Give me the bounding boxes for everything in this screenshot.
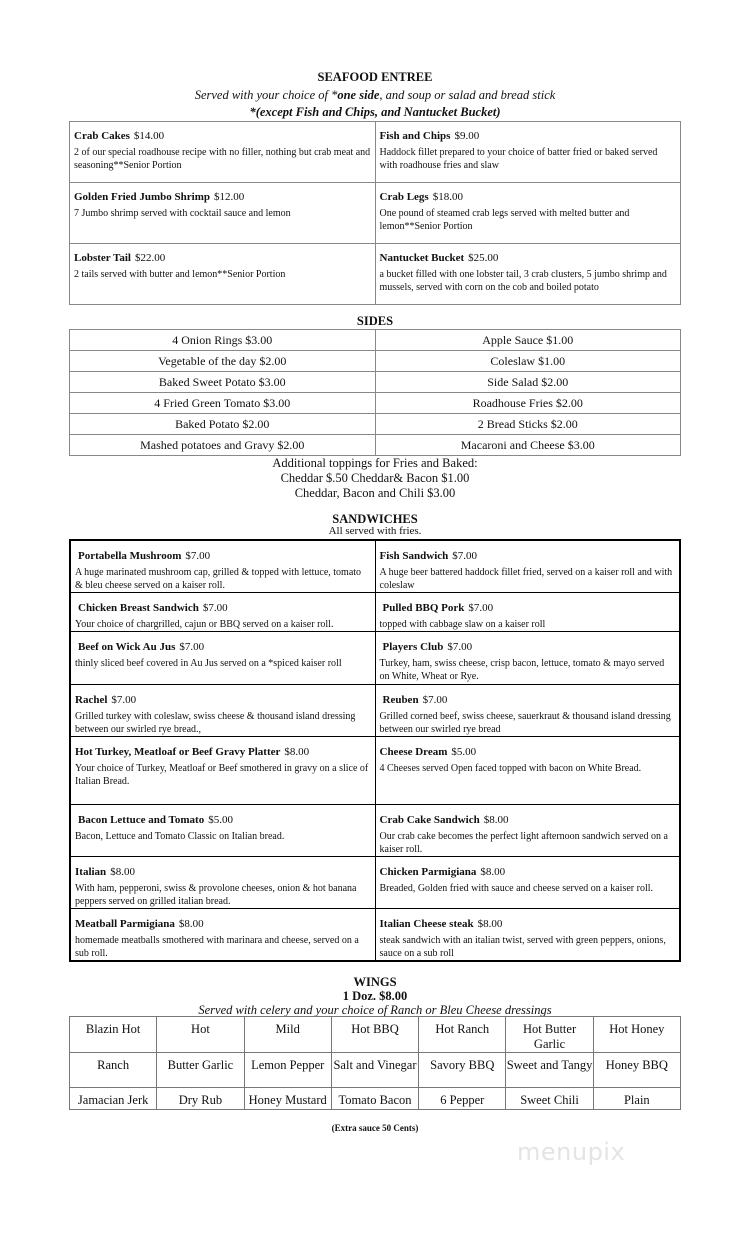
item-name: Bacon Lettuce and Tomato: [78, 814, 205, 826]
sandwich-item: [70, 593, 375, 632]
sides-table: [69, 329, 681, 456]
wings-subtitle: Served with celery and your choice of Ranch or Bleu Cheese dressings: [198, 1003, 552, 1017]
wing-flavor: Hot BBQ: [331, 1017, 418, 1053]
item-price: $7.00: [185, 550, 211, 562]
sandwich-item: [375, 909, 680, 962]
side-item: Roadhouse Fries $2.00: [375, 393, 681, 414]
item-price: $5.00: [208, 814, 233, 826]
item-description: 2 of our special roadhouse recipe with no filler, nothing but crab meat and seasoning**Senior Portion: [74, 147, 371, 171]
item-name: Chicken Breast Sandwich: [78, 602, 199, 614]
item-description: Bacon, Lettuce and Tomato Classic on Italian bread.: [75, 831, 285, 842]
item-price: $8.00: [110, 866, 135, 878]
wing-flavor: Hot Butter Garlic: [506, 1017, 593, 1053]
item-name: Fish Sandwich: [379, 550, 449, 562]
sandwich-item: [375, 737, 680, 805]
side-item: 4 Onion Rings $3.00: [70, 330, 376, 351]
item-description: With ham, pepperoni, swiss & provolone cheeses, onion & hot banana peppers served on grilled italian bread.: [75, 883, 357, 907]
item-description: Our crab cake becomes the perfect light afternoon sandwich served on a kaiser roll.: [379, 831, 668, 855]
sandwiches-title: SANDWICHES: [332, 512, 418, 526]
item-description: thinly sliced beef covered in Au Jus served on a *spiced kaiser roll: [75, 658, 342, 669]
sandwiches-subtitle: All served with fries.: [328, 525, 422, 537]
item-description: A huge beer battered haddock fillet fried, served on a kaiser roll and with coleslaw: [379, 567, 673, 591]
sandwich-item: [375, 857, 680, 909]
side-item: 4 Fried Green Tomato $3.00: [70, 393, 376, 414]
item-description: steak sandwich with an italian twist, served with green peppers, onions, sauce on a sub roll: [379, 935, 666, 959]
item-price: $7.00: [468, 602, 494, 614]
toppings-line: Additional toppings for Fries and Baked:: [272, 456, 478, 470]
side-item: Apple Sauce $1.00: [375, 330, 681, 351]
wing-flavor: Honey Mustard: [244, 1088, 331, 1110]
seafood-item: [375, 183, 681, 244]
seafood-title: SEAFOOD ENTREE: [317, 70, 433, 84]
item-name: Crab Cake Sandwich: [379, 814, 480, 826]
wings-title: WINGS: [353, 975, 397, 989]
wing-flavor: 6 Pepper: [419, 1088, 506, 1110]
item-name: Players Club: [382, 641, 444, 653]
wing-flavor: Sweet and Tangy: [506, 1053, 593, 1088]
seafood-table: [69, 121, 681, 305]
item-name: Crab Cakes: [74, 130, 130, 142]
item-description: Grilled turkey with coleslaw, swiss cheese & thousand island dressing between our swirled rye bread.,: [75, 711, 356, 735]
side-item: Baked Sweet Potato $3.00: [70, 372, 376, 393]
item-name: Portabella Mushroom: [78, 550, 182, 562]
sandwiches-table: [69, 539, 681, 962]
item-name: Lobster Tail: [74, 252, 131, 264]
item-name: Italian: [75, 866, 107, 878]
item-name: Reuben: [382, 694, 419, 706]
side-item: Coleslaw $1.00: [375, 351, 681, 372]
wing-flavor: Mild: [244, 1017, 331, 1053]
wing-flavor: Salt and Vinegar: [331, 1053, 418, 1088]
item-price: $7.00: [179, 641, 205, 653]
item-description: Haddock fillet prepared to your choice of batter fried or baked served with roadhouse fries and slaw: [379, 147, 658, 171]
side-item: Mashed potatoes and Gravy $2.00: [70, 435, 376, 456]
wing-flavor: Savory BBQ: [419, 1053, 506, 1088]
item-price: $7.00: [111, 694, 137, 706]
item-price: $7.00: [422, 694, 448, 706]
sandwich-item: [70, 909, 375, 962]
item-name: Pulled BBQ Pork: [382, 602, 465, 614]
item-name: Beef on Wick Au Jus: [78, 641, 176, 653]
item-description: topped with cabbage slaw on a kaiser roll: [379, 619, 546, 630]
wing-flavor: Hot Honey: [593, 1017, 680, 1053]
wing-flavor: Jamacian Jerk: [70, 1088, 157, 1110]
wing-flavor: Honey BBQ: [593, 1053, 680, 1088]
item-name: Crab Legs: [379, 191, 429, 203]
side-item: Macaroni and Cheese $3.00: [375, 435, 681, 456]
item-description: 2 tails served with butter and lemon**Senior Portion: [74, 269, 286, 280]
item-description: Grilled corned beef, swiss cheese, sauerkraut & thousand island dressing between our swirled rye bread: [379, 711, 671, 735]
item-price: $8.00: [178, 918, 204, 930]
wings-price: 1 Doz. $8.00: [342, 989, 408, 1003]
extra-sauce-note: (Extra sauce 50 Cents): [331, 1123, 419, 1133]
seafood-subtitle-pre: Served with your choice of *: [194, 88, 338, 102]
sandwich-item: [375, 685, 680, 737]
toppings-line: Cheddar $.50 Cheddar& Bacon $1.00: [280, 471, 470, 485]
sandwich-item: [70, 632, 375, 685]
item-price: $25.00: [468, 252, 499, 264]
wing-flavor: Tomato Bacon: [331, 1088, 418, 1110]
sandwich-item: [70, 805, 375, 857]
item-name: Hot Turkey, Meatloaf or Beef Gravy Platter: [75, 746, 281, 758]
wing-flavor: Hot Ranch: [419, 1017, 506, 1053]
seafood-exception: *(except Fish and Chips, and Nantucket Bucket): [249, 105, 501, 119]
sandwich-item: [375, 540, 680, 593]
toppings-line: Cheddar, Bacon and Chili $3.00: [294, 486, 456, 500]
wing-flavor: Sweet Chili: [506, 1088, 593, 1110]
item-description: 7 Jumbo shrimp served with cocktail sauce and lemon: [74, 208, 291, 219]
item-description: One pound of steamed crab legs served with melted butter and lemon**Senior Portion: [379, 208, 630, 232]
wing-flavor: Plain: [593, 1088, 680, 1110]
sides-title: SIDES: [356, 314, 394, 328]
item-price: $18.00: [432, 191, 463, 203]
wing-flavor: Dry Rub: [157, 1088, 244, 1110]
item-name: Cheese Dream: [379, 746, 448, 758]
item-description: A huge marinated mushroom cap, grilled & topped with lettuce, tomato & bleu cheese served on a kaiser roll.: [75, 567, 362, 591]
seafood-item: [375, 122, 681, 183]
item-price: $14.00: [133, 130, 165, 142]
item-price: $5.00: [451, 746, 477, 758]
item-description: Your choice of Turkey, Meatloaf or Beef smothered in gravy on a slice of Italian Bread.: [75, 763, 369, 787]
item-price: $8.00: [483, 814, 509, 826]
side-item: 2 Bread Sticks $2.00: [375, 414, 681, 435]
seafood-subtitle: [0, 88, 750, 103]
seafood-subtitle-post: , and soup or salad and bread stick: [379, 88, 556, 102]
sandwich-item: [375, 805, 680, 857]
sandwich-item: [375, 632, 680, 685]
sandwich-item: [375, 593, 680, 632]
item-description: Breaded, Golden fried with sauce and cheese served on a kaiser roll.: [379, 883, 654, 894]
wing-flavor: Lemon Pepper: [244, 1053, 331, 1088]
item-name: Rachel: [75, 694, 108, 706]
item-price: $7.00: [452, 550, 478, 562]
seafood-item: [70, 183, 376, 244]
item-price: $8.00: [477, 918, 503, 930]
item-description: Your choice of chargrilled, cajun or BBQ served on a kaiser roll.: [75, 619, 334, 630]
item-description: a bucket filled with one lobster tail, 3 crab clusters, 5 jumbo shrimp and mussels, served with corn on the cob and boiled potato: [379, 269, 667, 293]
wing-flavor: Butter Garlic: [157, 1053, 244, 1088]
sandwich-item: [70, 685, 375, 737]
item-description: homemade meatballs smothered with marinara and cheese, served on a sub roll.: [75, 935, 359, 959]
wing-flavor: Blazin Hot: [70, 1017, 157, 1053]
item-name: Meatball Parmigiana: [75, 918, 175, 930]
item-description: 4 Cheeses served Open faced topped with bacon on White Bread.: [379, 763, 642, 774]
side-item: Baked Potato $2.00: [70, 414, 376, 435]
item-price: $12.00: [214, 191, 245, 203]
item-price: $9.00: [454, 130, 480, 142]
wings-table: [69, 1016, 681, 1110]
wing-flavor: Ranch: [70, 1053, 157, 1088]
seafood-item: [70, 122, 376, 183]
item-name: Italian Cheese steak: [379, 918, 474, 930]
side-item: Side Salad $2.00: [375, 372, 681, 393]
sandwich-item: [70, 540, 375, 593]
item-price: $8.00: [480, 866, 506, 878]
item-name: Nantucket Bucket: [379, 252, 465, 264]
item-price: $8.00: [284, 746, 310, 758]
sides-toppings: [0, 456, 750, 501]
wing-flavor: Hot: [157, 1017, 244, 1053]
side-item: Vegetable of the day $2.00: [70, 351, 376, 372]
item-price: $7.00: [202, 602, 228, 614]
item-price: $7.00: [447, 641, 473, 653]
item-description: Turkey, ham, swiss cheese, crisp bacon, lettuce, tomato & mayo served on White, Wheat or Rye.: [379, 658, 665, 682]
seafood-subtitle-bold: one side: [337, 88, 380, 102]
sandwich-item: [70, 737, 375, 805]
watermark-logo: menupix: [517, 1138, 626, 1166]
item-name: Fish and Chips: [379, 130, 451, 142]
item-name: Golden Fried Jumbo Shrimp: [74, 191, 210, 203]
sandwich-item: [70, 857, 375, 909]
item-name: Chicken Parmigiana: [379, 866, 477, 878]
seafood-item: [375, 244, 681, 305]
item-price: $22.00: [134, 252, 166, 264]
seafood-item: [70, 244, 376, 305]
